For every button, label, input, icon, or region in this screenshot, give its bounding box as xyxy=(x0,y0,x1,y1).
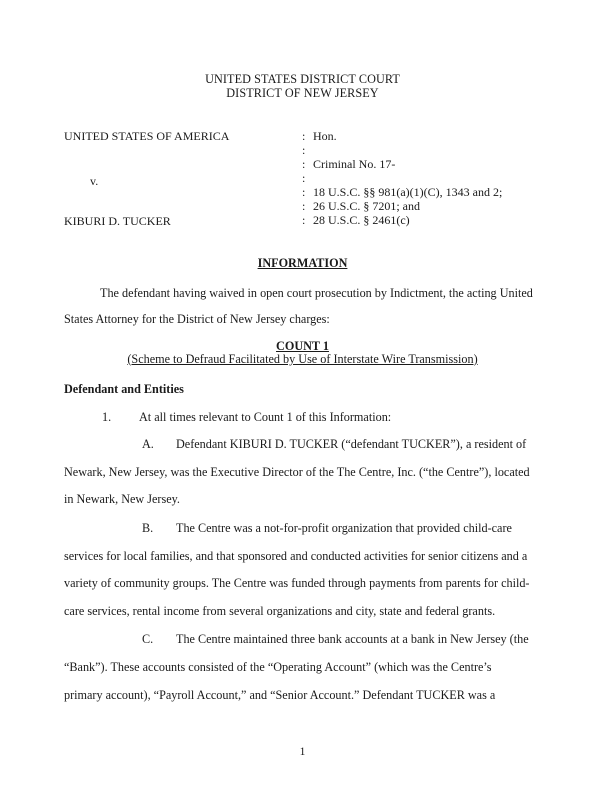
court-header xyxy=(0,72,605,100)
subpara-b-line-1: The Centre was a not-for-profit organization that provided child-care xyxy=(176,521,512,535)
intro-line-2: States Attorney for the District of New Jersey charges: xyxy=(64,312,330,326)
subpara-a-line-2: Newark, New Jersey, was the Executive Director of the The Centre, Inc. (“the Centre”), located xyxy=(64,465,530,479)
statute-1: 18 U.S.C. §§ 981(a)(1)(C), 1343 and 2; xyxy=(313,185,503,199)
case-number: Criminal No. 17- xyxy=(313,157,396,171)
court-district: DISTRICT OF NEW JERSEY xyxy=(226,86,379,100)
subpara-b-line-2: services for local families, and that sponsored and conducted activities for senior citizens and a xyxy=(64,549,528,563)
para-number: 1. xyxy=(102,410,112,424)
subpara-a-line-1: Defendant KIBURI D. TUCKER (“defendant TUCKER”), a resident of xyxy=(176,437,527,451)
caption-colon: : xyxy=(302,157,306,171)
judge-label: Hon. xyxy=(313,129,337,143)
caption-colon: : xyxy=(302,143,306,157)
statute-2: 26 U.S.C. § 7201; and xyxy=(313,199,421,213)
subpara-b-line-3: variety of community groups. The Centre was funded through payments from parents for child- xyxy=(64,576,530,590)
subpara-c-line-1: The Centre maintained three bank accounts at a bank in New Jersey (the xyxy=(176,632,529,646)
count-title: COUNT 1 xyxy=(276,339,329,353)
intro-line-1: The defendant having waived in open court prosecution by Indictment, the acting United xyxy=(100,286,533,300)
court-name: UNITED STATES DISTRICT COURT xyxy=(205,72,400,86)
subpara-letter: C. xyxy=(142,632,154,646)
caption-colon: : xyxy=(302,199,306,213)
subpara-letter: A. xyxy=(142,437,154,451)
caption-colon: : xyxy=(302,185,306,199)
defendant-name: KIBURI D. TUCKER xyxy=(64,214,171,228)
subpara-c-line-2: “Bank”). These accounts consisted of the “Operating Account” (which was the Centre’s xyxy=(64,660,492,674)
caption-colon: : xyxy=(302,129,306,143)
subpara-letter: B. xyxy=(142,521,154,535)
subpara-b-line-4: care services, rental income from several organizations and city, state and federal grants. xyxy=(64,604,496,618)
page-number: 1 xyxy=(299,746,306,758)
para-1-text: At all times relevant to Count 1 of this Information: xyxy=(139,410,392,424)
document-title: INFORMATION xyxy=(257,256,348,270)
count-subtitle: (Scheme to Defraud Facilitated by Use of Interstate Wire Transmission) xyxy=(127,352,478,366)
section-heading: Defendant and Entities xyxy=(64,382,184,396)
plaintiff-name: UNITED STATES OF AMERICA xyxy=(64,129,230,143)
caption-colon: : xyxy=(302,213,306,227)
subpara-a-line-3: in Newark, New Jersey. xyxy=(64,492,180,506)
statute-3: 28 U.S.C. § 2461(c) xyxy=(313,213,410,227)
caption-colon: : xyxy=(302,171,306,185)
versus-label: v. xyxy=(90,174,99,188)
subpara-c-line-3: primary account), “Payroll Account,” and “Senior Account.” Defendant TUCKER was a xyxy=(64,688,496,702)
